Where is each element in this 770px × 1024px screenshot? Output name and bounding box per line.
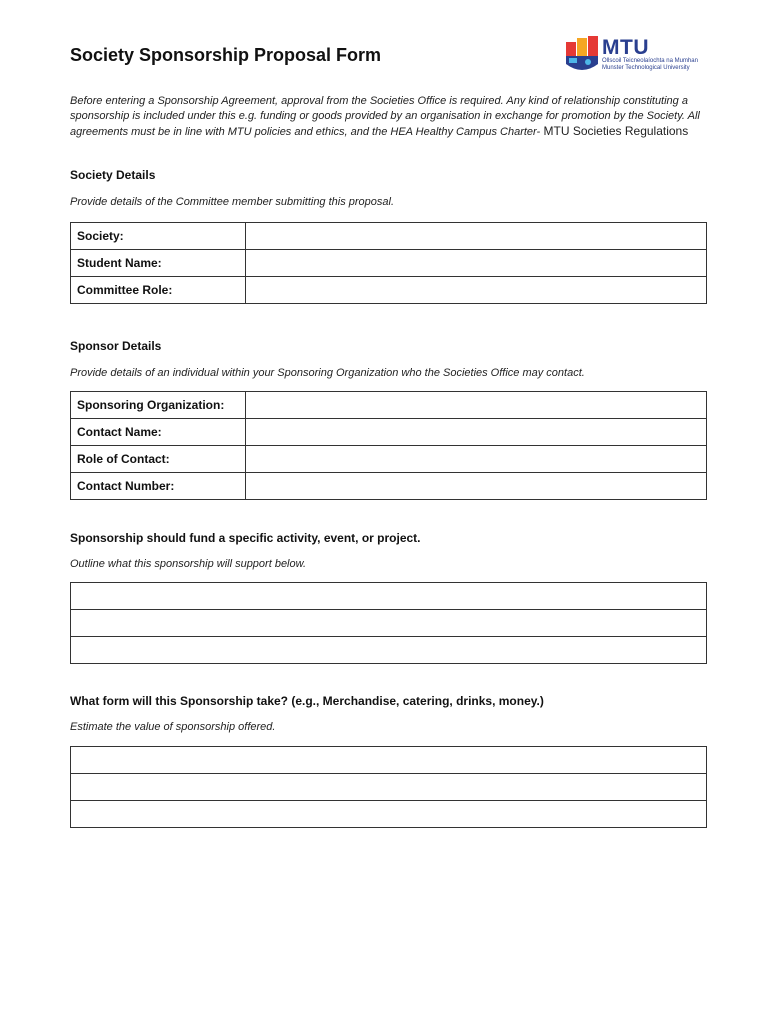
sponsorship-value-line-1[interactable] xyxy=(71,747,707,774)
sponsorship-form-heading: What form will this Sponsorship take? (e.g., Merchandise, catering, drinks, money.) xyxy=(70,694,544,708)
contact-name-field[interactable] xyxy=(246,419,707,446)
table-row xyxy=(71,250,707,277)
table-row xyxy=(71,223,707,250)
sponsorship-form-note: Estimate the value of sponsorship offered. xyxy=(70,721,276,733)
committee-role-field[interactable] xyxy=(246,277,707,304)
sponsorship-form-table xyxy=(70,746,707,828)
sponsorship-value-line-2[interactable] xyxy=(71,774,707,801)
table-row xyxy=(71,419,707,446)
regulations-reference: MTU Societies Regulations xyxy=(540,124,689,138)
logo-wordmark: MTU xyxy=(602,36,649,59)
activity-line-1[interactable] xyxy=(71,583,707,610)
committee-role-label: Committee Role: xyxy=(71,277,246,304)
logo-subtitle-english: Munster Technological University xyxy=(602,65,690,71)
logo-subtitle xyxy=(602,58,698,72)
mtu-crest-icon xyxy=(566,36,600,74)
intro-text: Before entering a Sponsorship Agreement, approval from the Societies Office is required. Any kind of relationship constituting a sponsorship is included under this e.g. funding or goods provided by an organisation in exchange for promotion by the Society. All agreements must be in line with MTU policies and ethics, and the HEA Healthy Campus Charter- xyxy=(70,95,700,138)
activity-line-2[interactable] xyxy=(71,610,707,637)
table-row xyxy=(71,473,707,500)
contact-name-label: Contact Name: xyxy=(71,419,246,446)
society-details-table xyxy=(70,222,707,304)
sponsor-details-heading: Sponsor Details xyxy=(70,339,162,353)
activity-heading: Sponsorship should fund a specific activity, event, or project. xyxy=(70,531,421,545)
activity-table xyxy=(70,582,707,664)
contact-number-field[interactable] xyxy=(246,473,707,500)
role-of-contact-label: Role of Contact: xyxy=(71,446,246,473)
student-name-field[interactable] xyxy=(246,250,707,277)
table-row xyxy=(71,392,707,419)
society-details-heading: Society Details xyxy=(70,168,156,182)
sponsoring-organization-field[interactable] xyxy=(246,392,707,419)
table-row xyxy=(71,583,707,610)
table-row xyxy=(71,637,707,664)
role-of-contact-field[interactable] xyxy=(246,446,707,473)
sponsor-details-table xyxy=(70,391,707,500)
sponsoring-organization-label: Sponsoring Organization: xyxy=(71,392,246,419)
society-details-note: Provide details of the Committee member submitting this proposal. xyxy=(70,196,395,208)
table-row xyxy=(71,801,707,828)
table-row xyxy=(71,747,707,774)
page-title: Society Sponsorship Proposal Form xyxy=(70,45,382,65)
table-row xyxy=(71,610,707,637)
sponsorship-value-line-3[interactable] xyxy=(71,801,707,828)
activity-line-3[interactable] xyxy=(71,637,707,664)
table-row xyxy=(71,774,707,801)
society-field[interactable] xyxy=(246,223,707,250)
sponsor-details-note: Provide details of an individual within your Sponsoring Organization who the Societies Office may contact. xyxy=(70,367,585,379)
mtu-logo xyxy=(566,36,706,76)
table-row xyxy=(71,446,707,473)
intro-paragraph xyxy=(70,94,700,140)
logo-subtitle-irish: Ollscoil Teicneolaíochta na Mumhan xyxy=(602,58,698,64)
activity-note: Outline what this sponsorship will support below. xyxy=(70,558,307,570)
table-row xyxy=(71,277,707,304)
contact-number-label: Contact Number: xyxy=(71,473,246,500)
student-name-label: Student Name: xyxy=(71,250,246,277)
society-label: Society: xyxy=(71,223,246,250)
